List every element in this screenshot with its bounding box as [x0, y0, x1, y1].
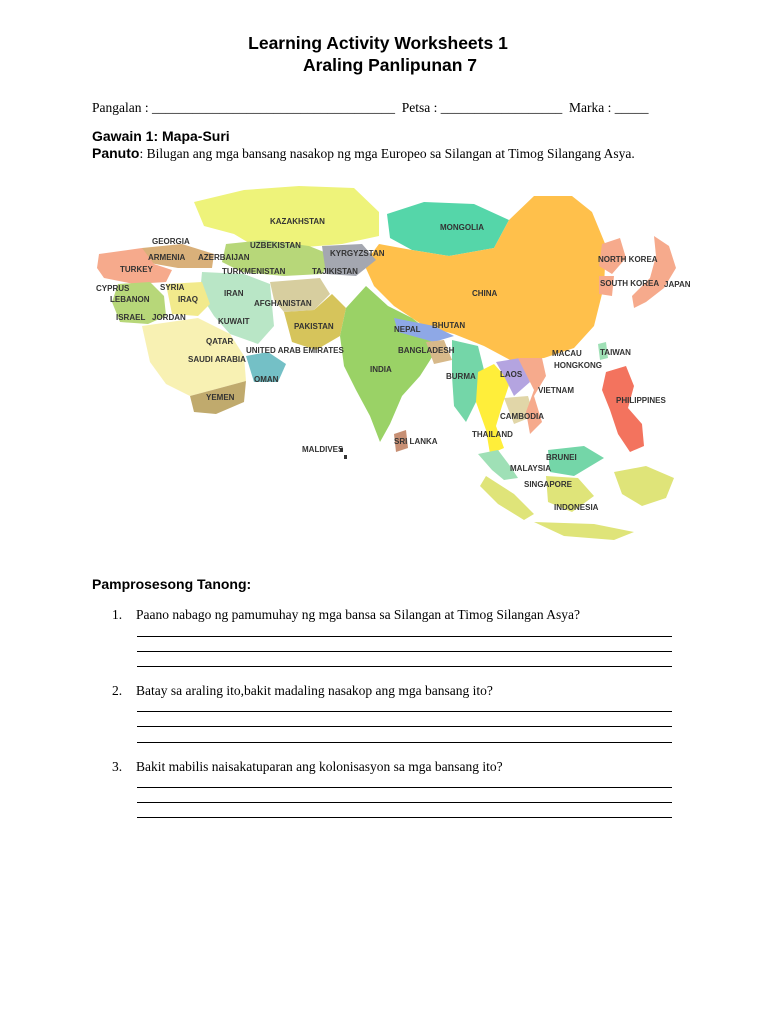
map-label-turkey: TURKEY	[120, 265, 153, 274]
map-label-china: CHINA	[472, 289, 498, 298]
question-2	[112, 683, 493, 699]
map-label-mongolia: MONGOLIA	[440, 223, 484, 232]
map-label-sri-lanka: SRI LANKA	[394, 437, 438, 446]
map-label-azerbaijan: AZERBAIJAN	[198, 253, 250, 262]
map-label-kazakhstan: KAZAKHSTAN	[270, 217, 325, 226]
map-label-malaysia: MALAYSIA	[510, 464, 552, 473]
instruction-text: : Bilugan ang mga bansang nasakop ng mga Europeo sa Silangan at Timog Silangang Asya.	[139, 146, 635, 161]
answer-line[interactable]	[137, 742, 672, 743]
map-label-pakistan: PAKISTAN	[294, 322, 334, 331]
question-3	[112, 759, 503, 775]
map-label-afghanistan: AFGHANISTAN	[254, 299, 312, 308]
map-label-armenia: ARMENIA	[148, 253, 186, 262]
map-label-indonesia: INDONESIA	[554, 503, 599, 512]
map-label-uzbekistan: UZBEKISTAN	[250, 241, 301, 250]
question-number: 3.	[112, 759, 123, 774]
map-label-iraq: IRAQ	[178, 295, 198, 304]
map-label-iran: IRAN	[224, 289, 244, 298]
map-label-burma: BURMA	[446, 372, 476, 381]
answer-line[interactable]	[137, 802, 672, 803]
answer-line[interactable]	[137, 726, 672, 727]
map-label-kuwait: KUWAIT	[218, 317, 250, 326]
student-info-fields: Pangalan : ____________________________________ Petsa : __________________ Marka : _____	[92, 100, 649, 115]
map-label-nepal: NEPAL	[394, 325, 421, 334]
activity-heading: Gawain 1: Mapa-Suri	[92, 128, 230, 144]
map-label-thailand: THAILAND	[472, 430, 513, 439]
question-text: Paano nabago ng pamumuhay ng mga bansa sa Silangan at Timog Silangan Asya?	[136, 607, 580, 622]
map-label-jordan: JORDAN	[152, 313, 186, 322]
map-label-laos: LAOS	[500, 370, 523, 379]
map-label-qatar: QATAR	[206, 337, 234, 346]
worksheet-title: Learning Activity Worksheets 1	[248, 33, 508, 53]
map-label-oman: OMAN	[254, 375, 279, 384]
map-label-cambodia: CAMBODIA	[500, 412, 544, 421]
map-label-philippines: PHILIPPINES	[616, 396, 666, 405]
question-1	[112, 607, 580, 623]
map-label-kyrgyzstan: KYRGYZSTAN	[330, 249, 385, 258]
philippines-region	[602, 366, 644, 452]
japan-region	[632, 236, 676, 308]
question-text: Bakit mabilis naisakatuparan ang kolonisasyon sa mga bansang ito?	[136, 759, 503, 774]
map-label-india: INDIA	[370, 365, 392, 374]
map-label-georgia: GEORGIA	[152, 237, 190, 246]
question-number: 2.	[112, 683, 123, 698]
map-label-saudi-arabia: SAUDI ARABIA	[188, 355, 246, 364]
answer-line[interactable]	[137, 636, 672, 637]
map-label-yemen: YEMEN	[206, 393, 235, 402]
map-label-brunei: BRUNEI	[546, 453, 577, 462]
question-number: 1.	[112, 607, 123, 622]
map-label-singapore: SINGAPORE	[524, 480, 573, 489]
map-label-taiwan: TAIWAN	[600, 348, 631, 357]
map-label-vietnam: VIETNAM	[538, 386, 574, 395]
answer-line[interactable]	[137, 787, 672, 788]
map-label-uae: UNITED ARAB EMIRATES	[246, 346, 344, 355]
map-label-hongkong: HONGKONG	[554, 361, 602, 370]
map-label-japan: JAPAN	[664, 280, 691, 289]
activity-instruction	[92, 145, 635, 162]
map-label-bhutan: BHUTAN	[432, 321, 466, 330]
map-label-south-korea: SOUTH KOREA	[600, 279, 660, 288]
map-label-north-korea: NORTH KOREA	[598, 255, 658, 264]
questions-heading: Pamprosesong Tanong:	[92, 576, 252, 592]
answer-line[interactable]	[137, 817, 672, 818]
answer-line[interactable]	[137, 711, 672, 712]
map-label-macau: MACAU	[552, 349, 582, 358]
asia-political-map	[94, 176, 694, 556]
map-label-maldives: MALDIVES	[302, 445, 344, 454]
answer-line[interactable]	[137, 651, 672, 652]
map-label-turkmenistan: TURKMENISTAN	[222, 267, 286, 276]
answer-line[interactable]	[137, 666, 672, 667]
question-text: Batay sa araling ito,bakit madaling nasakop ang mga bansang ito?	[136, 683, 493, 698]
map-label-lebanon: LEBANON	[110, 295, 150, 304]
map-label-tajikistan: TAJIKISTAN	[312, 267, 358, 276]
map-label-syria: SYRIA	[160, 283, 185, 292]
map-label-bangladesh: BANGLADESH	[398, 346, 455, 355]
worksheet-subtitle: Araling Panlipunan 7	[302, 55, 478, 75]
map-label-israel: ISRAEL	[116, 313, 146, 322]
instruction-label: Panuto	[92, 145, 140, 161]
map-label-cyprus: CYPRUS	[96, 284, 130, 293]
